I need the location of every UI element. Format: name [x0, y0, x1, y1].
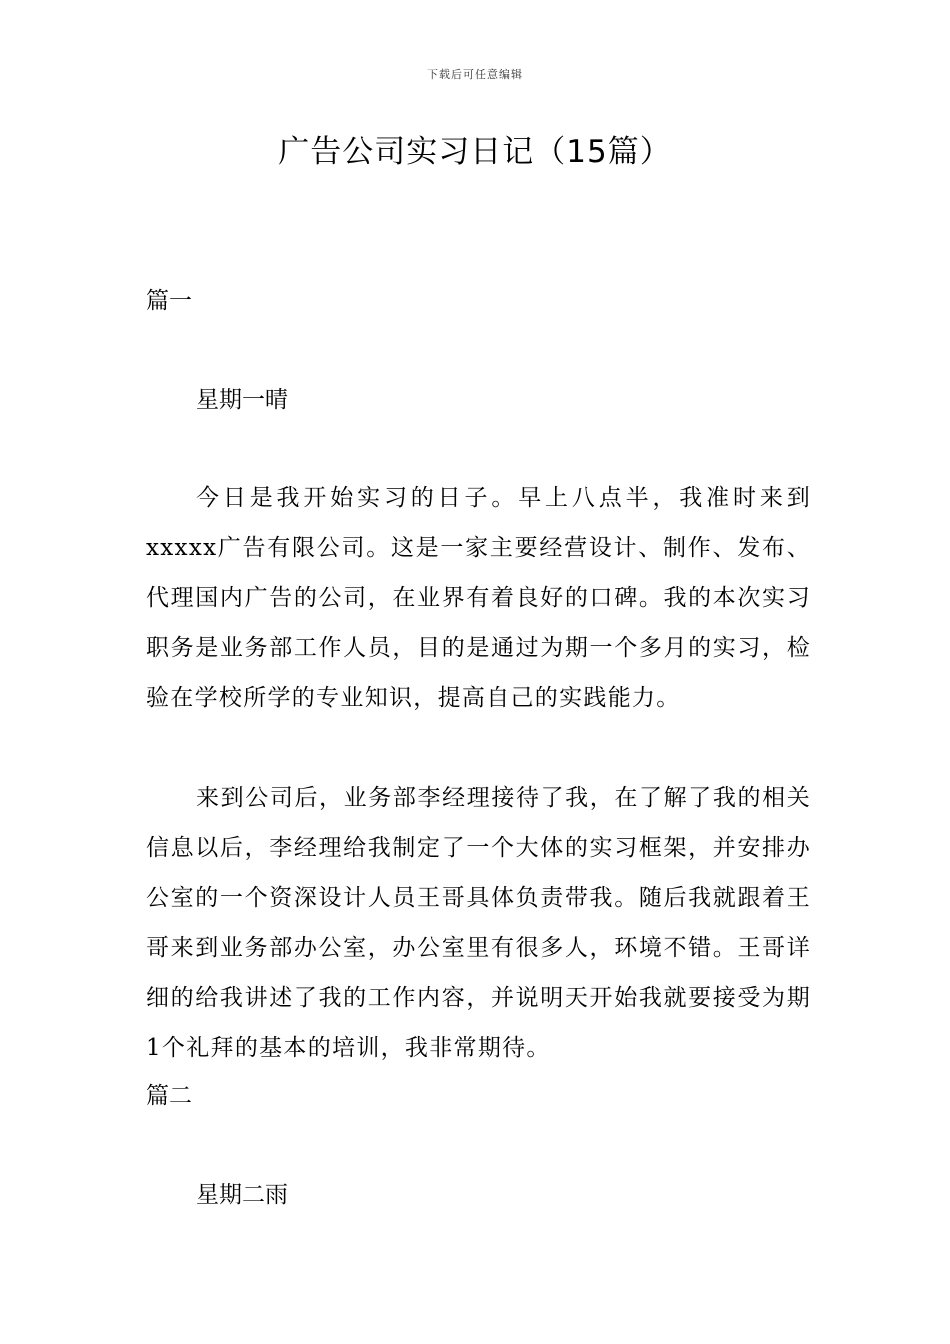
document-title: 广告公司实习日记（15篇）: [278, 134, 672, 170]
day-label-tuesday: 星期二雨: [196, 1182, 288, 1208]
paragraph-1: 今日是我开始实习的日子。早上八点半，我准时来到xxxxx广告有限公司。这是一家主要经营设计、制作、发布、代理国内广告的公司，在业界有着良好的口碑。我的本次实习职务是业务部工作人员，目的是通过为期一个多月的实习，检验在学校所学的专业知识，提高自己的实践能力。: [146, 485, 811, 711]
section-label-1: 篇一: [146, 288, 192, 314]
header-note: 下载后可任意编辑: [427, 68, 523, 81]
paragraph-2: 来到公司后，业务部李经理接待了我，在了解了我的相关信息以后，李经理给我制定了一个大体的实习框架，并安排办公室的一个资深设计人员王哥具体负责带我。随后我就跟着王哥来到业务部办公室，办公室里有很多人，环境不错。王哥详细的给我讲述了我的工作内容，并说明天开始我就要接受为期1个礼拜的基本的培训，我非常期待。: [146, 785, 811, 1061]
section-label-2: 篇二: [146, 1083, 192, 1109]
day-label-monday: 星期一晴: [196, 387, 288, 413]
